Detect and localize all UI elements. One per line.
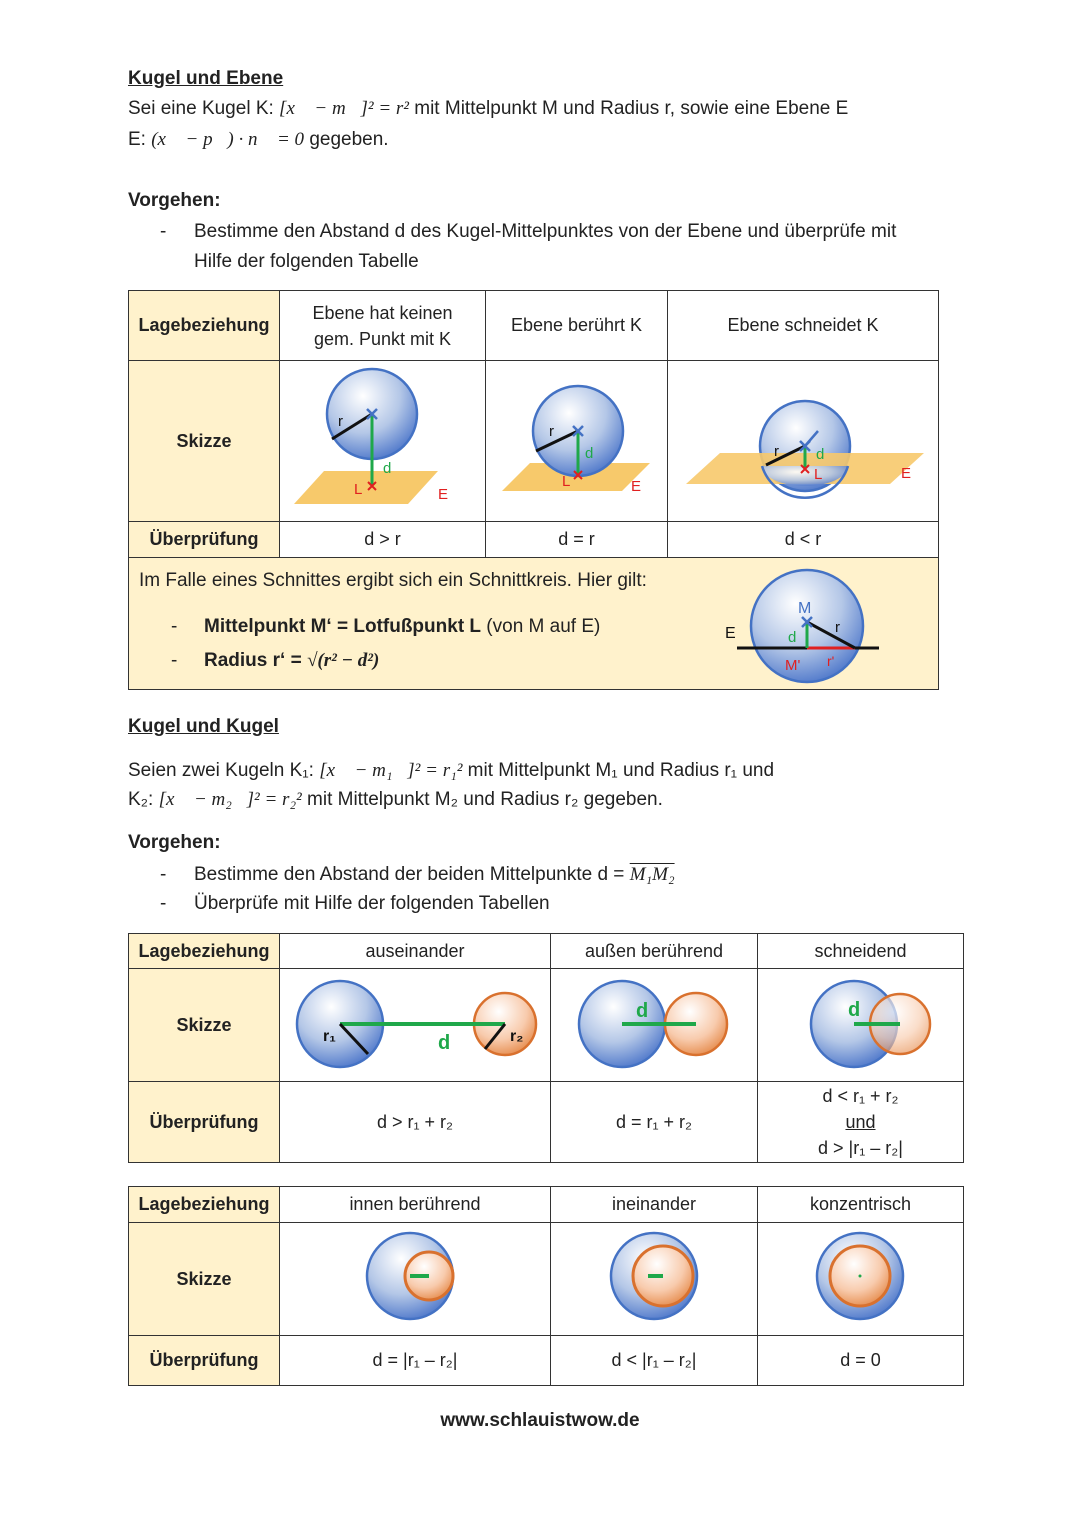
label-d: d [438, 1032, 451, 1054]
label-E: E [725, 625, 736, 642]
sketch-outer-touch [551, 969, 758, 1082]
plane-table [128, 290, 939, 690]
section1-step1-line2: Hilfe der folgenden Tabelle [194, 251, 419, 272]
section2-line1 [128, 756, 774, 786]
label-r1: r₁ [323, 1028, 336, 1045]
col-concentric: konzentrisch [758, 1187, 964, 1223]
text: d < r₁ + r₂ [822, 1086, 899, 1106]
sketch-spheres-inner-touch [280, 1223, 550, 1330]
sketch-sphere-plane-touch [486, 361, 667, 516]
bullet-dash: - [171, 650, 178, 671]
label-r: r [338, 413, 343, 430]
label-E: E [631, 478, 642, 495]
label-L: L [354, 481, 363, 498]
label-L: L [562, 473, 571, 490]
check-cell: d = 0 [758, 1336, 964, 1386]
label-r: r [835, 619, 840, 636]
check-cell: d > r₁ + r₂ [280, 1082, 551, 1163]
text: Bestimme den Abstand der beiden Mittelpunkte d = [194, 864, 630, 885]
formula-radius: √(r² − d²) [306, 650, 380, 671]
label-d: d [788, 629, 797, 646]
sketch-spheres-nested [551, 1223, 757, 1330]
section1-step1-line1: Bestimme den Abstand d des Kugel-Mittelpunktes von der Ebene und überprüfe mit [194, 221, 897, 242]
sketch-sphere-plane-cut [668, 361, 938, 516]
sketch-spheres-apart [280, 969, 550, 1076]
label-E: E [438, 486, 449, 503]
formula-sphere2: [x⃗ − m₂⃗]² = r₂² [158, 789, 302, 810]
label-r: r [549, 423, 554, 440]
section2-procedure-label: Vorgehen: [128, 832, 221, 853]
text: K₂: [128, 789, 159, 810]
intersection-note [129, 558, 939, 690]
row-label-ueberpruefung: Überprüfung [129, 1336, 280, 1386]
col-apart: auseinander [280, 934, 551, 969]
col-intersects: Ebene schneidet K [668, 291, 939, 361]
row-label-ueberpruefung: Überprüfung [129, 1082, 280, 1163]
sketch-apart [280, 969, 551, 1082]
label-M: M [798, 600, 812, 617]
text: mit Mittelpunkt M und Radius r, sowie eine Ebene E [408, 98, 849, 119]
col-touches: Ebene berührt K [486, 291, 668, 361]
sketch-spheres-concentric [758, 1223, 963, 1330]
section2-title: Kugel und Kugel [128, 716, 279, 737]
label-d: d [848, 999, 861, 1021]
section2-line2 [128, 785, 663, 815]
label-E: E [901, 465, 912, 482]
text: Mittelpunkt M‘ = Lotfußpunkt L [204, 616, 482, 637]
row-label-skizze: Skizze [129, 361, 280, 522]
bullet-dash: - [160, 893, 167, 914]
text: Ebene hat keinen [312, 302, 453, 323]
footer-url: www.schlauistwow.de [440, 1410, 640, 1431]
note-intro: Im Falle eines Schnittes ergibt sich ein Schnittkreis. Hier gilt: [139, 570, 647, 591]
check-cell: d < |r₁ – r₂| [551, 1336, 758, 1386]
text: mit Mittelpunkt M₁ und Radius r₁ und [462, 760, 775, 781]
bullet-dash: - [160, 221, 167, 242]
check-cell: d > r [280, 522, 486, 558]
text: d > |r₁ – r₂| [818, 1138, 903, 1158]
section1-line2 [128, 125, 389, 155]
label-d: d [585, 445, 594, 462]
sketch-spheres-outer-touch [551, 969, 757, 1076]
label-r: r [774, 443, 779, 460]
sketch-sphere-plane-apart [280, 361, 485, 516]
note-item2 [204, 646, 379, 676]
text: Radius r‘ = [204, 650, 307, 671]
check-cell-intersecting [758, 1082, 964, 1163]
section1-title: Kugel und Ebene [128, 68, 284, 89]
sketch-intersects [668, 361, 939, 522]
section2-step1 [194, 860, 675, 890]
col-nested: ineinander [551, 1187, 758, 1223]
col-outer-touch: außen berührend [551, 934, 758, 969]
row-label-skizze: Skizze [129, 1223, 280, 1336]
sketch-intersection-circle [719, 560, 889, 688]
section1-line1 [128, 94, 848, 124]
text: mit Mittelpunkt M₂ und Radius r₂ gegeben. [301, 789, 663, 810]
text: und [845, 1112, 876, 1132]
formula-plane: (x⃗ − p⃗) · n⃗ = 0 [151, 129, 305, 150]
col-intersecting: schneidend [758, 934, 964, 969]
spheres-table-1 [128, 933, 964, 1163]
bullet-dash: - [171, 616, 178, 637]
label-M-prime: M' [785, 657, 801, 674]
sketch-nested [551, 1223, 758, 1336]
check-cell: d = r₁ + r₂ [551, 1082, 758, 1163]
text: gem. Punkt mit K [313, 328, 452, 349]
text: (von M auf E) [481, 616, 601, 637]
text: Seien zwei Kugeln K₁: [128, 760, 320, 781]
note-item1 [204, 612, 600, 642]
row-label-lagebeziehung: Lagebeziehung [129, 934, 280, 969]
sketch-spheres-intersecting [758, 969, 963, 1076]
formula-sphere1: [x⃗ − m₁⃗]² = r₁² [319, 760, 463, 781]
bullet-dash: - [160, 864, 167, 885]
text: E: [128, 129, 152, 150]
label-d: d [636, 1000, 649, 1022]
section1-procedure-label: Vorgehen: [128, 190, 221, 211]
formula-distance: M₁M₂ [629, 864, 675, 885]
sketch-concentric [758, 1223, 964, 1336]
row-label-ueberpruefung: Überprüfung [129, 522, 280, 558]
text: Sei eine Kugel K: [128, 98, 280, 119]
spheres-table-2 [128, 1186, 964, 1386]
row-label-skizze: Skizze [129, 969, 280, 1082]
check-cell: d = |r₁ – r₂| [280, 1336, 551, 1386]
sketch-intersecting [758, 969, 964, 1082]
col-inner-touch: innen berührend [280, 1187, 551, 1223]
label-L: L [814, 466, 823, 483]
row-label-lagebeziehung: Lagebeziehung [129, 291, 280, 361]
label-d: d [816, 446, 825, 463]
formula-sphere: [x⃗ − m⃗]² = r² [279, 98, 409, 119]
check-cell: d < r [668, 522, 939, 558]
sketch-inner-touch [280, 1223, 551, 1336]
sketch-touches [486, 361, 668, 522]
label-d: d [383, 460, 392, 477]
row-label-lagebeziehung: Lagebeziehung [129, 1187, 280, 1223]
check-cell: d = r [486, 522, 668, 558]
col-no-common-point [280, 291, 486, 361]
label-r-prime: r' [827, 653, 835, 669]
sketch-no-common-point [280, 361, 486, 522]
label-r2: r₂ [510, 1028, 524, 1045]
text: gegeben. [304, 129, 389, 150]
section2-step2: Überprüfe mit Hilfe der folgenden Tabellen [194, 893, 550, 914]
